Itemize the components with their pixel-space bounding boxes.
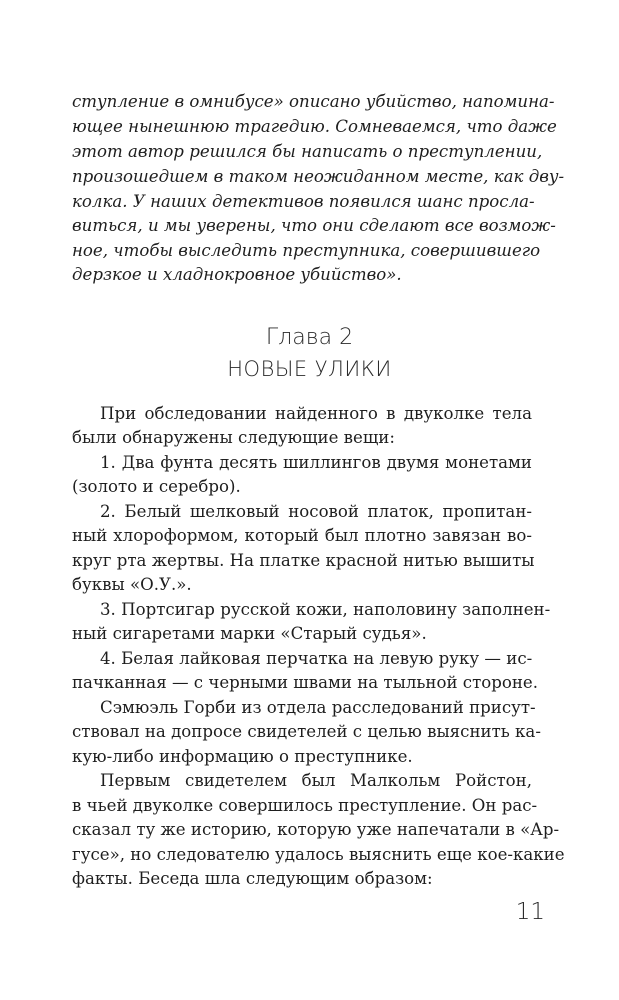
body-line: Сэмюэль Горби из отдела расследований присут- bbox=[100, 698, 536, 717]
body-line: 2. Белый шелковый носовой платок, пропитан- bbox=[100, 502, 532, 521]
body-line: ствовал на допросе свидетелей с целью выяснить ка- bbox=[72, 722, 541, 741]
body-line: круг рта жертвы. На платке красной нитью вышиты bbox=[72, 551, 535, 570]
body-line: 3. Портсигар русской кожи, наполовину заполнен- bbox=[100, 600, 551, 619]
quote-line: дерзкое и хладнокровное убийство». bbox=[72, 265, 402, 284]
body-line: кую-либо информацию о преступнике. bbox=[72, 747, 413, 766]
body-line: (золото и серебро). bbox=[72, 477, 241, 496]
quote-line: колка. У наших детективов появился шанс просла- bbox=[72, 192, 535, 211]
quote-line: ступление в омнибусе» описано убийство, напомина- bbox=[72, 92, 555, 111]
body-line: сказал ту же историю, которую уже напечатали в «Ар- bbox=[72, 820, 560, 839]
page-number: 11 bbox=[515, 899, 545, 925]
body-line: При обследовании найденного в двуколке тела bbox=[100, 404, 532, 423]
body-line: гусе», но следователю удалось выяснить еще кое-какие bbox=[72, 845, 565, 864]
body-line: ный хлороформом, который был плотно завязан во- bbox=[72, 526, 532, 545]
quote-line: ное, чтобы выследить преступника, совершившего bbox=[72, 241, 541, 260]
quote-line: произошедшем в таком неожиданном месте, как дву- bbox=[72, 167, 565, 186]
quote-line: этот автор решился бы написать о преступлении, bbox=[72, 142, 543, 161]
quote-line: виться, и мы уверены, что они сделают все возмож- bbox=[72, 216, 556, 235]
body-line: в чьей двуколке совершилось преступление. Он рас- bbox=[72, 796, 538, 815]
body-line: пачканная — с черными швами на тыльной стороне. bbox=[72, 673, 539, 692]
body-line: были обнаружены следующие вещи: bbox=[72, 428, 395, 447]
body-line: ный сигаретами марки «Старый судья». bbox=[72, 624, 427, 643]
chapter-title: НОВЫЕ УЛИКИ bbox=[227, 357, 392, 381]
body-line: 1. Два фунта десять шиллингов двумя монетами bbox=[100, 453, 532, 472]
quote-line: ющее нынешнюю трагедию. Сомневаемся, что даже bbox=[72, 117, 557, 136]
body-line: Первым свидетелем был Малкольм Ройстон, bbox=[100, 771, 532, 790]
body-line: буквы «О.У.». bbox=[72, 575, 192, 594]
body-line: факты. Беседа шла следующим образом: bbox=[72, 869, 433, 888]
chapter-number: Глава 2 bbox=[265, 325, 354, 350]
body-line: 4. Белая лайковая перчатка на левую руку — ис- bbox=[100, 649, 533, 668]
